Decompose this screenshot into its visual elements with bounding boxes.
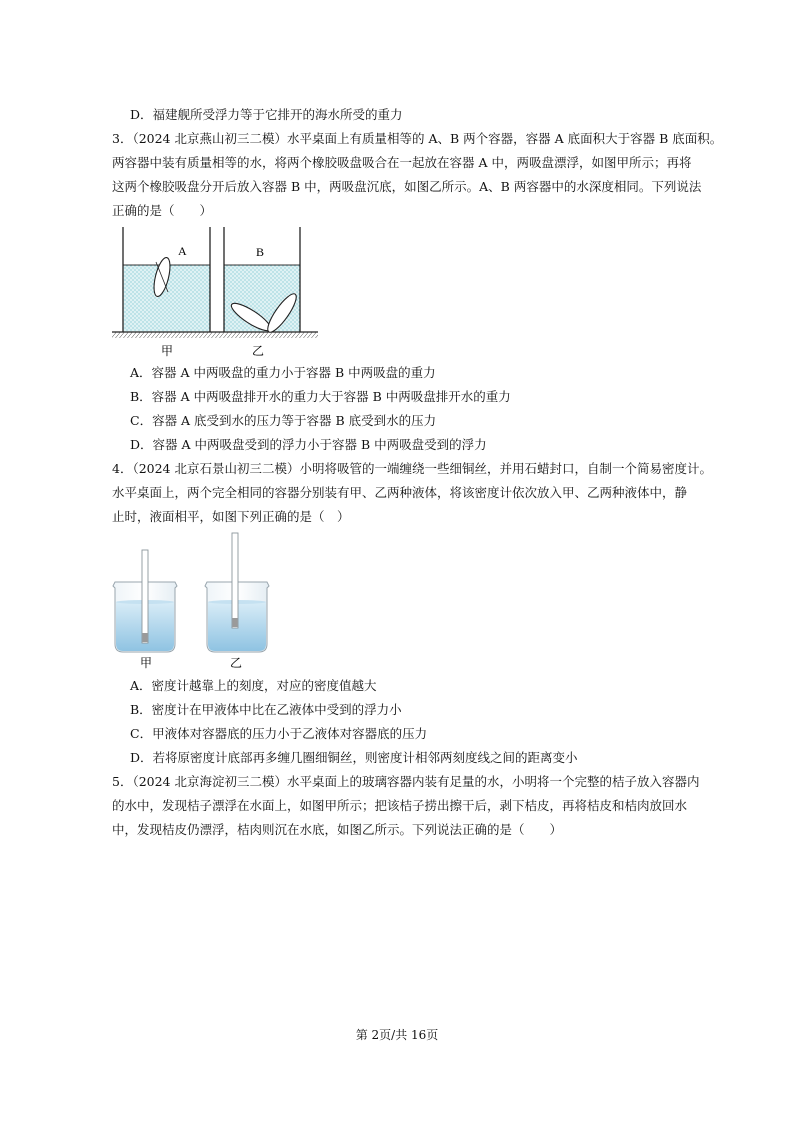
q4-stem-line-1: 4．（2024 北京石景山初三二模）小明将吸管的一端缠绕一些细铜丝，并用石蜡封口，自制一个简易密度计。 xyxy=(112,461,712,476)
q3-option-a: A．容器 A 中两吸盘的重力小于容器 B 中两吸盘的重力 xyxy=(130,365,436,380)
q3-option-d: D．容器 A 中两吸盘受到的浮力小于容器 B 中两吸盘受到的浮力 xyxy=(130,437,487,452)
q4-option-c: C．甲液体对容器底的压力小于乙液体对容器底的压力 xyxy=(130,726,428,741)
q3-figure xyxy=(110,225,330,360)
q3-figure-label-b: B xyxy=(256,245,265,259)
q2-option-d: D．福建舰所受浮力等于它排开的海水所受的重力 xyxy=(130,107,403,122)
q5-stem-line-1: 5．（2024 北京海淀初三二模）水平桌面上的玻璃容器内装有足量的水，小明将一个完整的桔子放入容器内 xyxy=(112,774,700,789)
q4-option-b: B．密度计在甲液体中比在乙液体中受到的浮力小 xyxy=(130,702,402,717)
q3-option-c: C．容器 A 底受到水的压力等于容器 B 底受到水的压力 xyxy=(130,413,437,428)
q4-figure-caption-left: 甲 xyxy=(140,656,153,670)
q3-figure-caption-left: 甲 xyxy=(161,344,174,358)
q4-option-d: D．若将原密度计底部再多缠几圈细铜丝，则密度计相邻两刻度线之间的距离变小 xyxy=(130,750,578,765)
q4-option-a: A．密度计越靠上的刻度，对应的密度值越大 xyxy=(130,678,377,693)
q4-stem-line-2: 水平桌面上，两个完全相同的容器分别装有甲、乙两种液体，将该密度计依次放入甲、乙两种液体中，静 xyxy=(112,485,688,500)
q3-stem-line-1: 3．（2024 北京燕山初三二模）水平桌面上有质量相等的 A、B 两个容器，容器 A 底面积大于容器 B 底面积。 xyxy=(112,131,723,146)
q3-figure-caption-right: 乙 xyxy=(252,344,265,358)
q3-stem-line-4: 正确的是（ ） xyxy=(112,203,213,218)
page-number: 第 2页/共 16页 xyxy=(355,1028,439,1042)
q4-figure-caption-right: 乙 xyxy=(230,656,243,670)
q3-figure-label-a: A xyxy=(178,244,187,258)
q3-stem-line-2: 两容器中装有质量相等的水，将两个橡胶吸盘吸合在一起放在容器 A 中，两吸盘漂浮，如图甲所示；再将 xyxy=(112,155,692,170)
q3-option-b: B．容器 A 中两吸盘排开水的重力大于容器 B 中两吸盘排开水的重力 xyxy=(130,389,511,404)
q3-stem-line-3: 这两个橡胶吸盘分开后放入容器 B 中，两吸盘沉底，如图乙所示。A、B 两容器中的水深度相同。下列说法 xyxy=(112,179,702,194)
q4-figure xyxy=(105,530,285,672)
q4-stem-line-3: 止时，液面相平，如图下列正确的是（ ） xyxy=(112,509,350,524)
q5-stem-line-2: 的水中，发现桔子漂浮在水面上，如图甲所示；把该桔子捞出擦干后，剥下桔皮，再将桔皮和桔肉放回水 xyxy=(112,798,688,813)
q5-stem-line-3: 中，发现桔皮仍漂浮，桔肉则沉在水底，如图乙所示。下列说法正确的是（ ） xyxy=(112,822,563,837)
